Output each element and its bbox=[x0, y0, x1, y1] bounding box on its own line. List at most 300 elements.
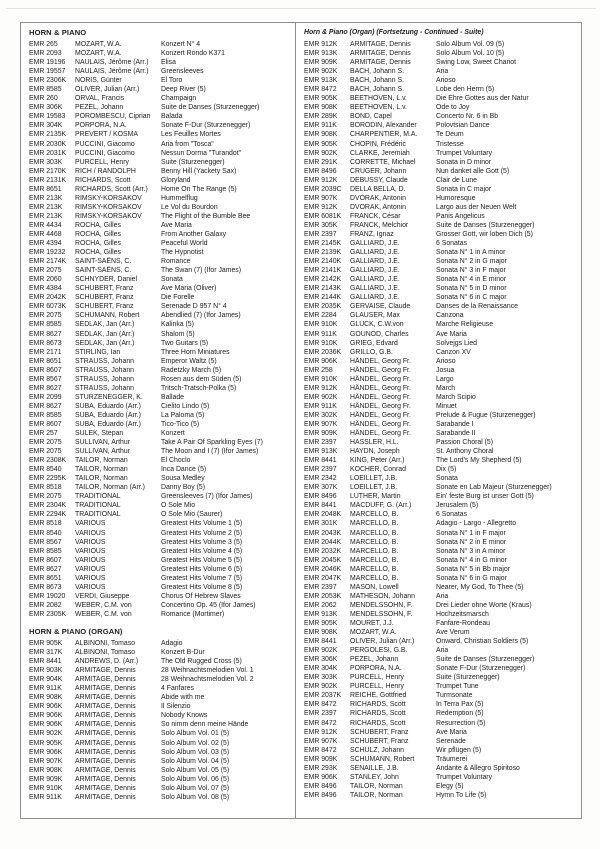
piece-title: The Hypnotist bbox=[161, 249, 204, 257]
emr-code: EMR 8441 bbox=[29, 658, 62, 666]
composer-name: MENDELSSOHN, F. bbox=[350, 601, 413, 609]
piece-title: Jerusalem (5) bbox=[436, 502, 479, 510]
piece-title: Panis Angelicus bbox=[436, 212, 485, 220]
emr-code: EMR 909K bbox=[304, 755, 338, 763]
catalog-row bbox=[304, 248, 577, 257]
composer-name: VARIOUS bbox=[75, 520, 106, 528]
composer-name: GERVAISE, Claude bbox=[350, 303, 411, 311]
composer-name: ARMITAGE, Dennis bbox=[75, 730, 136, 738]
piece-title: Ave Verum bbox=[436, 629, 470, 637]
piece-title: Emperor Waltz (5) bbox=[161, 357, 217, 365]
emr-code: EMR 2308K bbox=[29, 457, 67, 465]
emr-code: EMR 2053K bbox=[304, 592, 342, 600]
composer-name: TRADITIONAL bbox=[75, 511, 121, 519]
piece-title: The Lord's My Shepherd (5) bbox=[436, 457, 522, 465]
composer-name: DEBUSSY, Claude bbox=[350, 176, 408, 184]
emr-code: EMR 2397 bbox=[304, 230, 337, 238]
composer-name: HÄNDEL, Georg Fr. bbox=[350, 375, 411, 383]
catalog-row bbox=[304, 719, 577, 728]
composer-name: SAINT-SAËNS, C. bbox=[75, 258, 132, 266]
catalog-row bbox=[29, 176, 291, 185]
emr-code: EMR 304K bbox=[29, 122, 63, 130]
composer-name: ALBINONI, Tomaso bbox=[75, 640, 135, 647]
composer-name: ARMITAGE, Dennis bbox=[75, 676, 136, 684]
catalog-row bbox=[29, 248, 291, 257]
composer-name: STRAUSS, Johann bbox=[75, 366, 134, 374]
emr-code: EMR 8472 bbox=[304, 746, 337, 754]
composer-name: SENAILLE, J.B. bbox=[350, 764, 399, 772]
catalog-row bbox=[29, 375, 291, 384]
piece-title: Konzert N° 4 bbox=[161, 41, 201, 48]
catalog-row bbox=[29, 384, 291, 393]
catalog-row bbox=[304, 673, 577, 682]
catalog-row bbox=[29, 76, 291, 85]
composer-name: VARIOUS bbox=[75, 583, 106, 591]
composer-name: ARMITAGE, Dennis bbox=[75, 766, 136, 774]
piece-title: Kalinka (5) bbox=[161, 321, 194, 329]
piece-title: Konzert Rondo K371 bbox=[161, 50, 225, 58]
piece-title: Sonate F-Dur (Sturzenegger) bbox=[161, 122, 251, 130]
composer-name: OLIVER, Julian (Arr.) bbox=[350, 638, 415, 646]
catalog-row bbox=[29, 40, 291, 49]
emr-code: EMR 913K bbox=[304, 50, 338, 58]
emr-code: EMR 909K bbox=[304, 59, 338, 67]
catalog-row bbox=[304, 275, 577, 284]
piece-title: Tico-Tico (5) bbox=[161, 420, 200, 428]
composer-name: ROCHA, Gilles bbox=[75, 230, 121, 238]
piece-title: 28 Weihnachtsmelodien Vol. 1 bbox=[161, 667, 254, 675]
piece-title: Aria bbox=[436, 647, 449, 655]
catalog-row bbox=[304, 691, 577, 700]
catalog-row bbox=[29, 456, 291, 465]
emr-code: EMR 19232 bbox=[29, 249, 66, 257]
emr-code: EMR 8472 bbox=[304, 86, 337, 94]
emr-code: EMR 8585 bbox=[29, 321, 62, 329]
composer-name: GLUCK, C.W.von bbox=[350, 321, 404, 329]
catalog-row bbox=[304, 257, 577, 266]
composer-name: PREVERT / KOSMA bbox=[75, 131, 138, 139]
piece-title: Cielito Lindo (5) bbox=[161, 402, 210, 410]
emr-code: EMR 911K bbox=[304, 330, 337, 338]
piece-title: Danny Boy (5) bbox=[161, 484, 206, 492]
piece-title: Redemption (5) bbox=[436, 710, 484, 718]
piece-title: Minuet bbox=[436, 402, 457, 410]
emr-code: EMR 289K bbox=[304, 113, 338, 121]
piece-title: Resurrection (5) bbox=[436, 719, 486, 727]
composer-name: BACH, Johann S. bbox=[350, 86, 405, 94]
composer-name: ARMITAGE, Dennis bbox=[75, 667, 136, 675]
piece-title: Sonata N° 5 in Bb major bbox=[436, 565, 510, 573]
composer-name: ROCHA, Gilles bbox=[75, 240, 121, 248]
piece-title: Solo Album Vol. 10 (5) bbox=[436, 50, 505, 58]
composer-name: NAULAIS, Jérôme (Arr.) bbox=[75, 59, 149, 67]
emr-code: EMR 2093 bbox=[29, 50, 62, 58]
piece-title: St. Anthony Choral bbox=[436, 448, 494, 456]
composer-name: PORPORA, N.A. bbox=[350, 665, 402, 673]
catalog-row bbox=[29, 103, 291, 112]
piece-title: Clair de Lune bbox=[436, 176, 477, 184]
catalog-row bbox=[304, 130, 577, 139]
emr-code: EMR 8673 bbox=[29, 339, 62, 347]
emr-code: EMR 19020 bbox=[29, 592, 66, 600]
emr-code: EMR 913K bbox=[304, 77, 338, 85]
piece-title: Elisa bbox=[161, 59, 176, 67]
catalog-row bbox=[304, 628, 577, 637]
emr-code: EMR 301K bbox=[304, 520, 338, 528]
catalog-row bbox=[304, 67, 577, 76]
emr-code: EMR 8496 bbox=[304, 782, 337, 790]
composer-name: SULLIVAN, Arthur bbox=[75, 448, 131, 456]
composer-name: CRÜGER, Johann bbox=[350, 167, 407, 175]
composer-name: NORIS, Günter bbox=[75, 77, 122, 85]
emr-code: EMR 902K bbox=[304, 68, 338, 76]
emr-code: EMR 2174K bbox=[29, 258, 67, 266]
composer-name: FRANCK, César bbox=[350, 212, 401, 220]
section-header: HORN & PIANO (ORGAN) bbox=[29, 627, 123, 636]
composer-name: GALLIARD, J.E. bbox=[350, 276, 400, 284]
piece-title: Serenade bbox=[436, 737, 466, 745]
composer-name: VARIOUS bbox=[75, 547, 106, 555]
catalog-row bbox=[304, 357, 577, 366]
emr-code: EMR 908K bbox=[304, 629, 338, 637]
emr-code: EMR 8585 bbox=[29, 547, 62, 555]
catalog-row bbox=[304, 402, 577, 411]
catalog-row bbox=[304, 764, 577, 773]
catalog-row bbox=[304, 158, 577, 167]
emr-code: EMR 902K bbox=[304, 149, 338, 157]
emr-code: EMR 906K bbox=[29, 748, 63, 756]
composer-name: HÄNDEL, Georg Fr. bbox=[350, 384, 411, 392]
composer-name: SCHULZ, Johann bbox=[350, 746, 405, 754]
catalog-row bbox=[29, 194, 291, 203]
emr-code: EMR 8540 bbox=[29, 529, 62, 537]
composer-name: ARMITAGE, Dennis bbox=[75, 721, 136, 729]
composer-name: GALLIARD, J.E. bbox=[350, 294, 400, 302]
piece-title: Abendlied (7) (Ifor James) bbox=[161, 312, 241, 320]
composer-name: TAILOR, Norman bbox=[75, 457, 128, 465]
composer-name: GRIEG, Edvard bbox=[350, 339, 398, 347]
emr-code: EMR 213K bbox=[29, 212, 63, 220]
piece-title: The Old Rugged Cross (5) bbox=[161, 658, 242, 666]
composer-name: VARIOUS bbox=[75, 529, 106, 537]
catalog-box bbox=[20, 22, 582, 819]
composer-name: ROCHA, Gilles bbox=[75, 221, 121, 229]
composer-name: BACH, Johann S. bbox=[350, 68, 405, 76]
piece-title: Aria from "Tosca" bbox=[161, 140, 214, 148]
catalog-row bbox=[304, 782, 577, 791]
emr-code: EMR 2032K bbox=[304, 547, 342, 555]
composer-name: MARCELLO, B. bbox=[350, 511, 399, 519]
emr-code: EMR 8673 bbox=[29, 583, 62, 591]
catalog-row bbox=[29, 212, 291, 221]
catalog-column-right bbox=[295, 23, 581, 818]
piece-title: Serenade D 957 N° 4 bbox=[161, 303, 227, 311]
emr-code: EMR 907K bbox=[304, 420, 338, 428]
piece-title: Largo aus der Neuen Welt bbox=[436, 203, 517, 211]
catalog-row bbox=[304, 655, 577, 664]
section-header: HORN & PIANO bbox=[29, 28, 87, 37]
piece-title: Gloryland bbox=[161, 176, 191, 184]
composer-name: MOZART, W.A. bbox=[75, 41, 122, 48]
emr-code: EMR 213K bbox=[29, 203, 63, 211]
catalog-row bbox=[29, 121, 291, 130]
composer-name: TRADITIONAL bbox=[75, 502, 121, 510]
catalog-row bbox=[29, 275, 291, 284]
catalog-row bbox=[29, 112, 291, 121]
catalog-row bbox=[29, 483, 291, 492]
catalog-row bbox=[29, 711, 291, 720]
catalog-row bbox=[29, 420, 291, 429]
composer-name: TAILOR, Norman (Arr.) bbox=[75, 484, 145, 492]
emr-code: EMR 317K bbox=[29, 649, 63, 657]
piece-title: Marche Religieuse bbox=[436, 321, 494, 329]
piece-title: Hymn To Life (5) bbox=[436, 791, 487, 799]
piece-title: Trumpet Voluntary bbox=[436, 149, 493, 157]
piece-title: Abide with me bbox=[161, 694, 205, 702]
composer-name: MARCELLO, B. bbox=[350, 556, 399, 564]
emr-code: EMR 911K bbox=[304, 122, 337, 130]
piece-title: Il Silenzio bbox=[161, 703, 191, 711]
composer-name: PEZEL, Johann bbox=[75, 104, 124, 112]
piece-title: Champaign bbox=[161, 95, 197, 103]
section-header: Horn & Piano (Organ) (Fortsetzung - Continued - Suite) bbox=[304, 29, 484, 36]
piece-title: Benny Hill (Yackety Sax) bbox=[161, 167, 237, 175]
piece-title: Sarabande II bbox=[436, 430, 476, 438]
emr-code: EMR 905K bbox=[304, 620, 338, 627]
piece-title: From Another Galaxy bbox=[161, 230, 227, 238]
catalog-row bbox=[29, 529, 291, 538]
composer-name: MARCELLO, B. bbox=[350, 538, 399, 546]
catalog-row bbox=[304, 311, 577, 320]
composer-name: SEDLAK, Jan (Arr.) bbox=[75, 330, 135, 338]
catalog-row bbox=[29, 357, 291, 366]
piece-title: Sonata N° 6 in G major bbox=[436, 574, 507, 582]
piece-title: Aria bbox=[436, 592, 449, 600]
emr-code: EMR 902K bbox=[304, 683, 338, 691]
catalog-row bbox=[304, 556, 577, 565]
catalog-row bbox=[304, 112, 577, 121]
emr-code: EMR 4384 bbox=[29, 285, 62, 293]
emr-code: EMR 906K bbox=[29, 712, 63, 720]
piece-title: Sousa Medley bbox=[161, 475, 205, 483]
composer-name: STURZENEGGER, K. bbox=[75, 393, 143, 401]
composer-name: ARMITAGE, Dennis bbox=[75, 793, 136, 801]
emr-code: EMR 905K bbox=[29, 739, 63, 747]
composer-name: MOZART, W.A. bbox=[350, 629, 397, 637]
piece-title: Concerto Nr. 6 in Bb bbox=[436, 113, 499, 121]
catalog-row bbox=[29, 67, 291, 76]
piece-title: Concertino Op. 45 (Ifor James) bbox=[161, 601, 256, 609]
catalog-row bbox=[29, 574, 291, 583]
composer-name: ANDREWS, D. (Arr.) bbox=[75, 658, 139, 666]
emr-code: EMR 2075 bbox=[29, 267, 62, 275]
emr-code: EMR 902K bbox=[304, 647, 338, 655]
composer-name: RICHARDS, Scott bbox=[350, 710, 406, 718]
composer-name: RICHARDS, Scott bbox=[350, 701, 406, 709]
emr-code: EMR 8441 bbox=[304, 457, 337, 465]
emr-code: EMR 910K bbox=[304, 375, 338, 383]
composer-name: MOZART, W.A. bbox=[75, 50, 122, 58]
composer-name: RIMSKY-KORSAKOV bbox=[75, 212, 142, 220]
emr-code: EMR 2305K bbox=[29, 610, 67, 618]
catalog-row bbox=[29, 757, 291, 766]
catalog-row bbox=[29, 366, 291, 375]
emr-code: EMR 306K bbox=[29, 104, 63, 112]
composer-name: CORRETTE, Michael bbox=[350, 158, 416, 166]
emr-code: EMR 2060 bbox=[29, 276, 62, 284]
piece-title: 4 Fanfares bbox=[161, 685, 194, 693]
composer-name: PUCCINI, Giacomo bbox=[75, 149, 135, 157]
catalog-row bbox=[304, 58, 577, 67]
catalog-row bbox=[304, 592, 577, 601]
composer-name: PEZEL, Johann bbox=[350, 656, 399, 664]
composer-name: SCHUBERT, Franz bbox=[350, 737, 409, 745]
emr-code: EMR 902K bbox=[304, 393, 338, 401]
emr-code: EMR 2145K bbox=[304, 240, 342, 248]
piece-title: Solo Album Vol. 09 (5) bbox=[436, 41, 505, 48]
piece-title: Ave Maria (Oliver) bbox=[161, 285, 217, 293]
catalog-row bbox=[304, 411, 577, 420]
emr-code: EMR 2143K bbox=[304, 285, 342, 293]
piece-title: March bbox=[436, 384, 456, 392]
emr-code: EMR 2306K bbox=[29, 77, 67, 85]
composer-name: TRADITIONAL bbox=[75, 493, 121, 501]
emr-code: EMR 911K bbox=[29, 793, 62, 801]
piece-title: So nimm denn meine Hände bbox=[161, 721, 249, 729]
catalog-row bbox=[29, 784, 291, 793]
piece-title: Romance bbox=[161, 258, 191, 266]
catalog-row bbox=[304, 565, 577, 574]
piece-title: Greatest Hits Volume 1 (5) bbox=[161, 520, 243, 528]
composer-name: CHARPENTIER, M.A. bbox=[350, 131, 418, 139]
piece-title: O Sole Mio bbox=[161, 502, 196, 510]
composer-name: RICHARDS, Scott bbox=[75, 176, 131, 184]
composer-name: OLIVER, Julian (Arr.) bbox=[75, 86, 140, 94]
piece-title: El Choclo bbox=[161, 457, 191, 465]
catalog-row bbox=[304, 384, 577, 393]
catalog-row bbox=[304, 239, 577, 248]
emr-code: EMR 8518 bbox=[29, 520, 62, 528]
catalog-row bbox=[304, 194, 577, 203]
emr-code: EMR 4434 bbox=[29, 221, 62, 229]
piece-title: Adagio bbox=[161, 640, 183, 647]
composer-name: PORPORA, N.A. bbox=[75, 122, 127, 130]
catalog-row bbox=[29, 438, 291, 447]
catalog-row bbox=[29, 302, 291, 311]
catalog-row bbox=[29, 666, 291, 675]
catalog-row bbox=[304, 293, 577, 302]
composer-name: GALLIARD, J.E. bbox=[350, 240, 400, 248]
emr-code: EMR 906K bbox=[29, 721, 63, 729]
emr-code: EMR 2342 bbox=[304, 475, 337, 483]
catalog-row bbox=[304, 103, 577, 112]
piece-title: Wir pflügen (5) bbox=[436, 746, 482, 754]
emr-code: EMR 2142K bbox=[304, 276, 342, 284]
catalog-row bbox=[304, 773, 577, 782]
composer-name: STIRLING, Ian bbox=[75, 348, 121, 356]
composer-name: DVORAK, Antonin bbox=[350, 194, 406, 202]
composer-name: STANLEY, John bbox=[350, 773, 399, 781]
emr-code: EMR 6073K bbox=[29, 303, 67, 311]
composer-name: ROCHA, Gilles bbox=[75, 249, 121, 257]
emr-code: EMR 2075 bbox=[29, 439, 62, 447]
catalog-row bbox=[304, 266, 577, 275]
emr-code: EMR 4394 bbox=[29, 240, 62, 248]
emr-code: EMR 910K bbox=[304, 339, 338, 347]
emr-code: EMR 908K bbox=[304, 131, 338, 139]
composer-name: SEDLAK, Jan (Arr.) bbox=[75, 339, 135, 347]
emr-code: EMR 913K bbox=[304, 448, 338, 456]
composer-name: ARMITAGE, Dennis bbox=[75, 757, 136, 765]
composer-name: SAINT-SAËNS, C. bbox=[75, 267, 132, 275]
piece-title: Tritsch-Tratsch-Polka (5) bbox=[161, 384, 237, 392]
emr-code: EMR 2036K bbox=[304, 348, 342, 356]
piece-title: Prelude & Fugue (Sturzenegger) bbox=[436, 411, 536, 419]
piece-title: Sonata N° 2 in E minor bbox=[436, 538, 507, 546]
piece-title: Fanfare-Rondeau bbox=[436, 620, 491, 627]
composer-name: BOND, Capel bbox=[350, 113, 392, 121]
catalog-row bbox=[29, 58, 291, 67]
emr-code: EMR 19557 bbox=[29, 68, 66, 76]
piece-title: Aria bbox=[436, 68, 449, 76]
composer-name: GALLIARD, J.E. bbox=[350, 258, 400, 266]
piece-title: Sonata bbox=[161, 276, 183, 284]
catalog-row bbox=[304, 700, 577, 709]
piece-title: Dix (5) bbox=[436, 466, 457, 474]
emr-code: EMR 911K bbox=[29, 685, 62, 693]
composer-name: SUBA, Eduardo (Arr.) bbox=[75, 402, 141, 410]
emr-code: EMR 8518 bbox=[29, 484, 62, 492]
emr-code: EMR 257 bbox=[29, 430, 58, 438]
catalog-row bbox=[29, 519, 291, 528]
emr-code: EMR 2075 bbox=[29, 448, 62, 456]
piece-title: Les Feuilles Mortes bbox=[161, 131, 221, 139]
emr-code: EMR 2139K bbox=[304, 249, 342, 257]
emr-code: EMR 8472 bbox=[304, 719, 337, 727]
emr-code: EMR 910K bbox=[304, 321, 338, 329]
catalog-row bbox=[29, 766, 291, 775]
composer-name: DVORAK, Antonin bbox=[350, 203, 406, 211]
catalog-row bbox=[304, 483, 577, 492]
catalog-row bbox=[304, 755, 577, 764]
emr-code: EMR 19196 bbox=[29, 59, 66, 67]
catalog-row bbox=[304, 583, 577, 592]
piece-title: The Moon and I (7) (Ifor James) bbox=[161, 448, 259, 456]
piece-title: Solo Album Vol. 03 (5) bbox=[161, 748, 230, 756]
composer-name: NAULAIS, Jérôme (Arr.) bbox=[75, 68, 149, 76]
composer-name: HÄNDEL, Georg Fr. bbox=[350, 366, 411, 374]
catalog-row bbox=[29, 648, 291, 657]
emr-code: EMR 2045K bbox=[304, 556, 342, 564]
emr-code: EMR 8651 bbox=[29, 357, 62, 365]
catalog-row bbox=[304, 76, 577, 85]
piece-title: Two Guitars (5) bbox=[161, 339, 209, 347]
piece-title: Home On The Range (5) bbox=[161, 185, 237, 193]
emr-code: EMR 306K bbox=[304, 656, 338, 664]
composer-name: RICH / RANDOLPH bbox=[75, 167, 136, 175]
piece-title: Sonata N° 6 in C major bbox=[436, 294, 507, 302]
catalog-row bbox=[29, 284, 291, 293]
emr-code: EMR 304K bbox=[304, 665, 338, 673]
catalog-row bbox=[304, 121, 577, 130]
catalog-row bbox=[29, 601, 291, 610]
catalog-row bbox=[304, 529, 577, 538]
emr-code: EMR 902K bbox=[29, 730, 63, 738]
composer-name: ARMITAGE, Dennis bbox=[75, 784, 136, 792]
composer-name: LOEILLET, J.B. bbox=[350, 484, 398, 492]
emr-code: EMR 905K bbox=[29, 640, 63, 647]
piece-title: Solvejgs Lied bbox=[436, 339, 477, 347]
